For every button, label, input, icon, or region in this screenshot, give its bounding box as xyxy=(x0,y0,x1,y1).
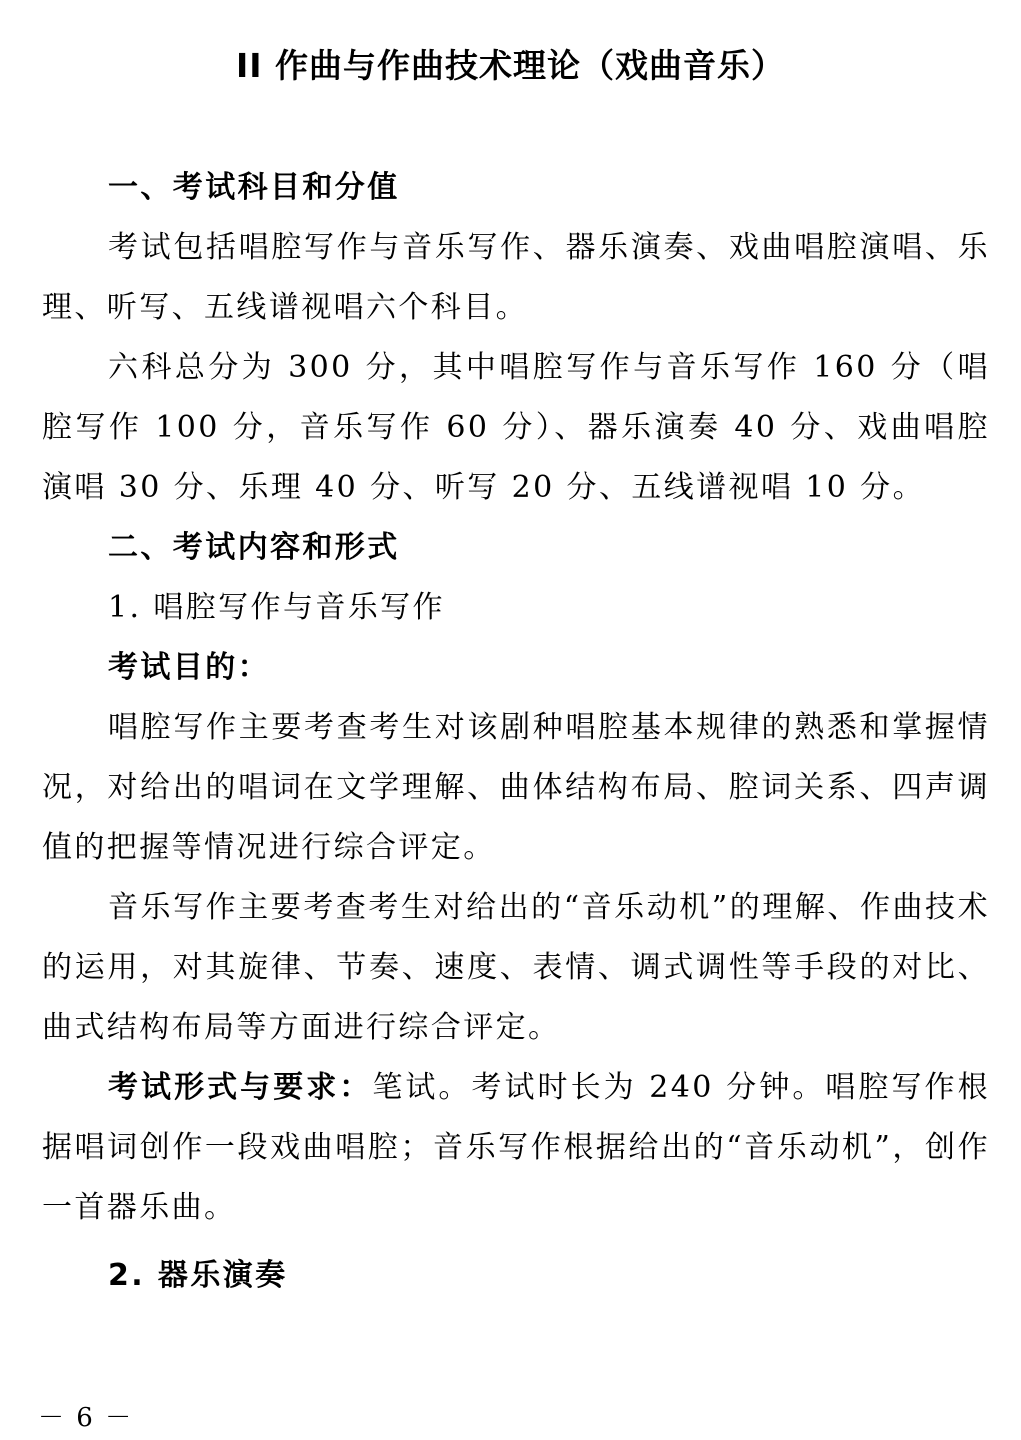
paragraph-scores: 六科总分为 300 分，其中唱腔写作与音乐写作 160 分（唱腔写作 100 分，音乐写作 60 分）、器乐演奏 40 分、戏曲唱腔演唱 30 分、乐理 40 分、听写 20 分、五线谱视唱 10 分。 xyxy=(42,350,990,505)
paragraph-exam-form xyxy=(42,1058,990,1238)
document-body xyxy=(42,158,990,1306)
instrumental-heading-text: 2. 器乐演奏 xyxy=(108,1258,288,1293)
purpose-label: 考试目的： xyxy=(108,650,270,685)
paragraph-music-writing: 音乐写作主要考查考生对给出的“音乐动机”的理解、作曲技术的运用，对其旋律、节奏、速度、表情、调式调性等手段的对比、曲式结构布局等方面进行综合评定。 xyxy=(42,890,990,1045)
paragraph-subjects: 考试包括唱腔写作与音乐写作、器乐演奏、戏曲唱腔演唱、乐理、听写、五线谱视唱六个科目。 xyxy=(42,230,990,325)
section-heading-content: 二、考试内容和形式 xyxy=(108,530,400,565)
section-heading-subjects: 一、考试科目和分值 xyxy=(108,170,400,205)
subsection-heading-writing: 1. 唱腔写作与音乐写作 xyxy=(108,590,445,625)
page-number: － 6 － xyxy=(38,1403,134,1433)
exam-form-label: 考试形式与要求： xyxy=(108,1070,373,1105)
paragraph-aria-writing: 唱腔写作主要考查考生对该剧种唱腔基本规律的熟悉和掌握情况，对给出的唱词在文学理解、曲体结构布局、腔词关系、四声调值的把握等情况进行综合评定。 xyxy=(42,710,990,865)
exam-form-text: 笔试。考试时长为 240 分钟。唱腔写作根据唱词创作一段戏曲唱腔；音乐写作根据给出的“音乐动机”，创作一首器乐曲。 xyxy=(42,1070,990,1225)
document-title: II 作曲与作曲技术理论（戏曲音乐） xyxy=(235,46,786,85)
subsection-heading-instrumental xyxy=(42,1246,990,1306)
